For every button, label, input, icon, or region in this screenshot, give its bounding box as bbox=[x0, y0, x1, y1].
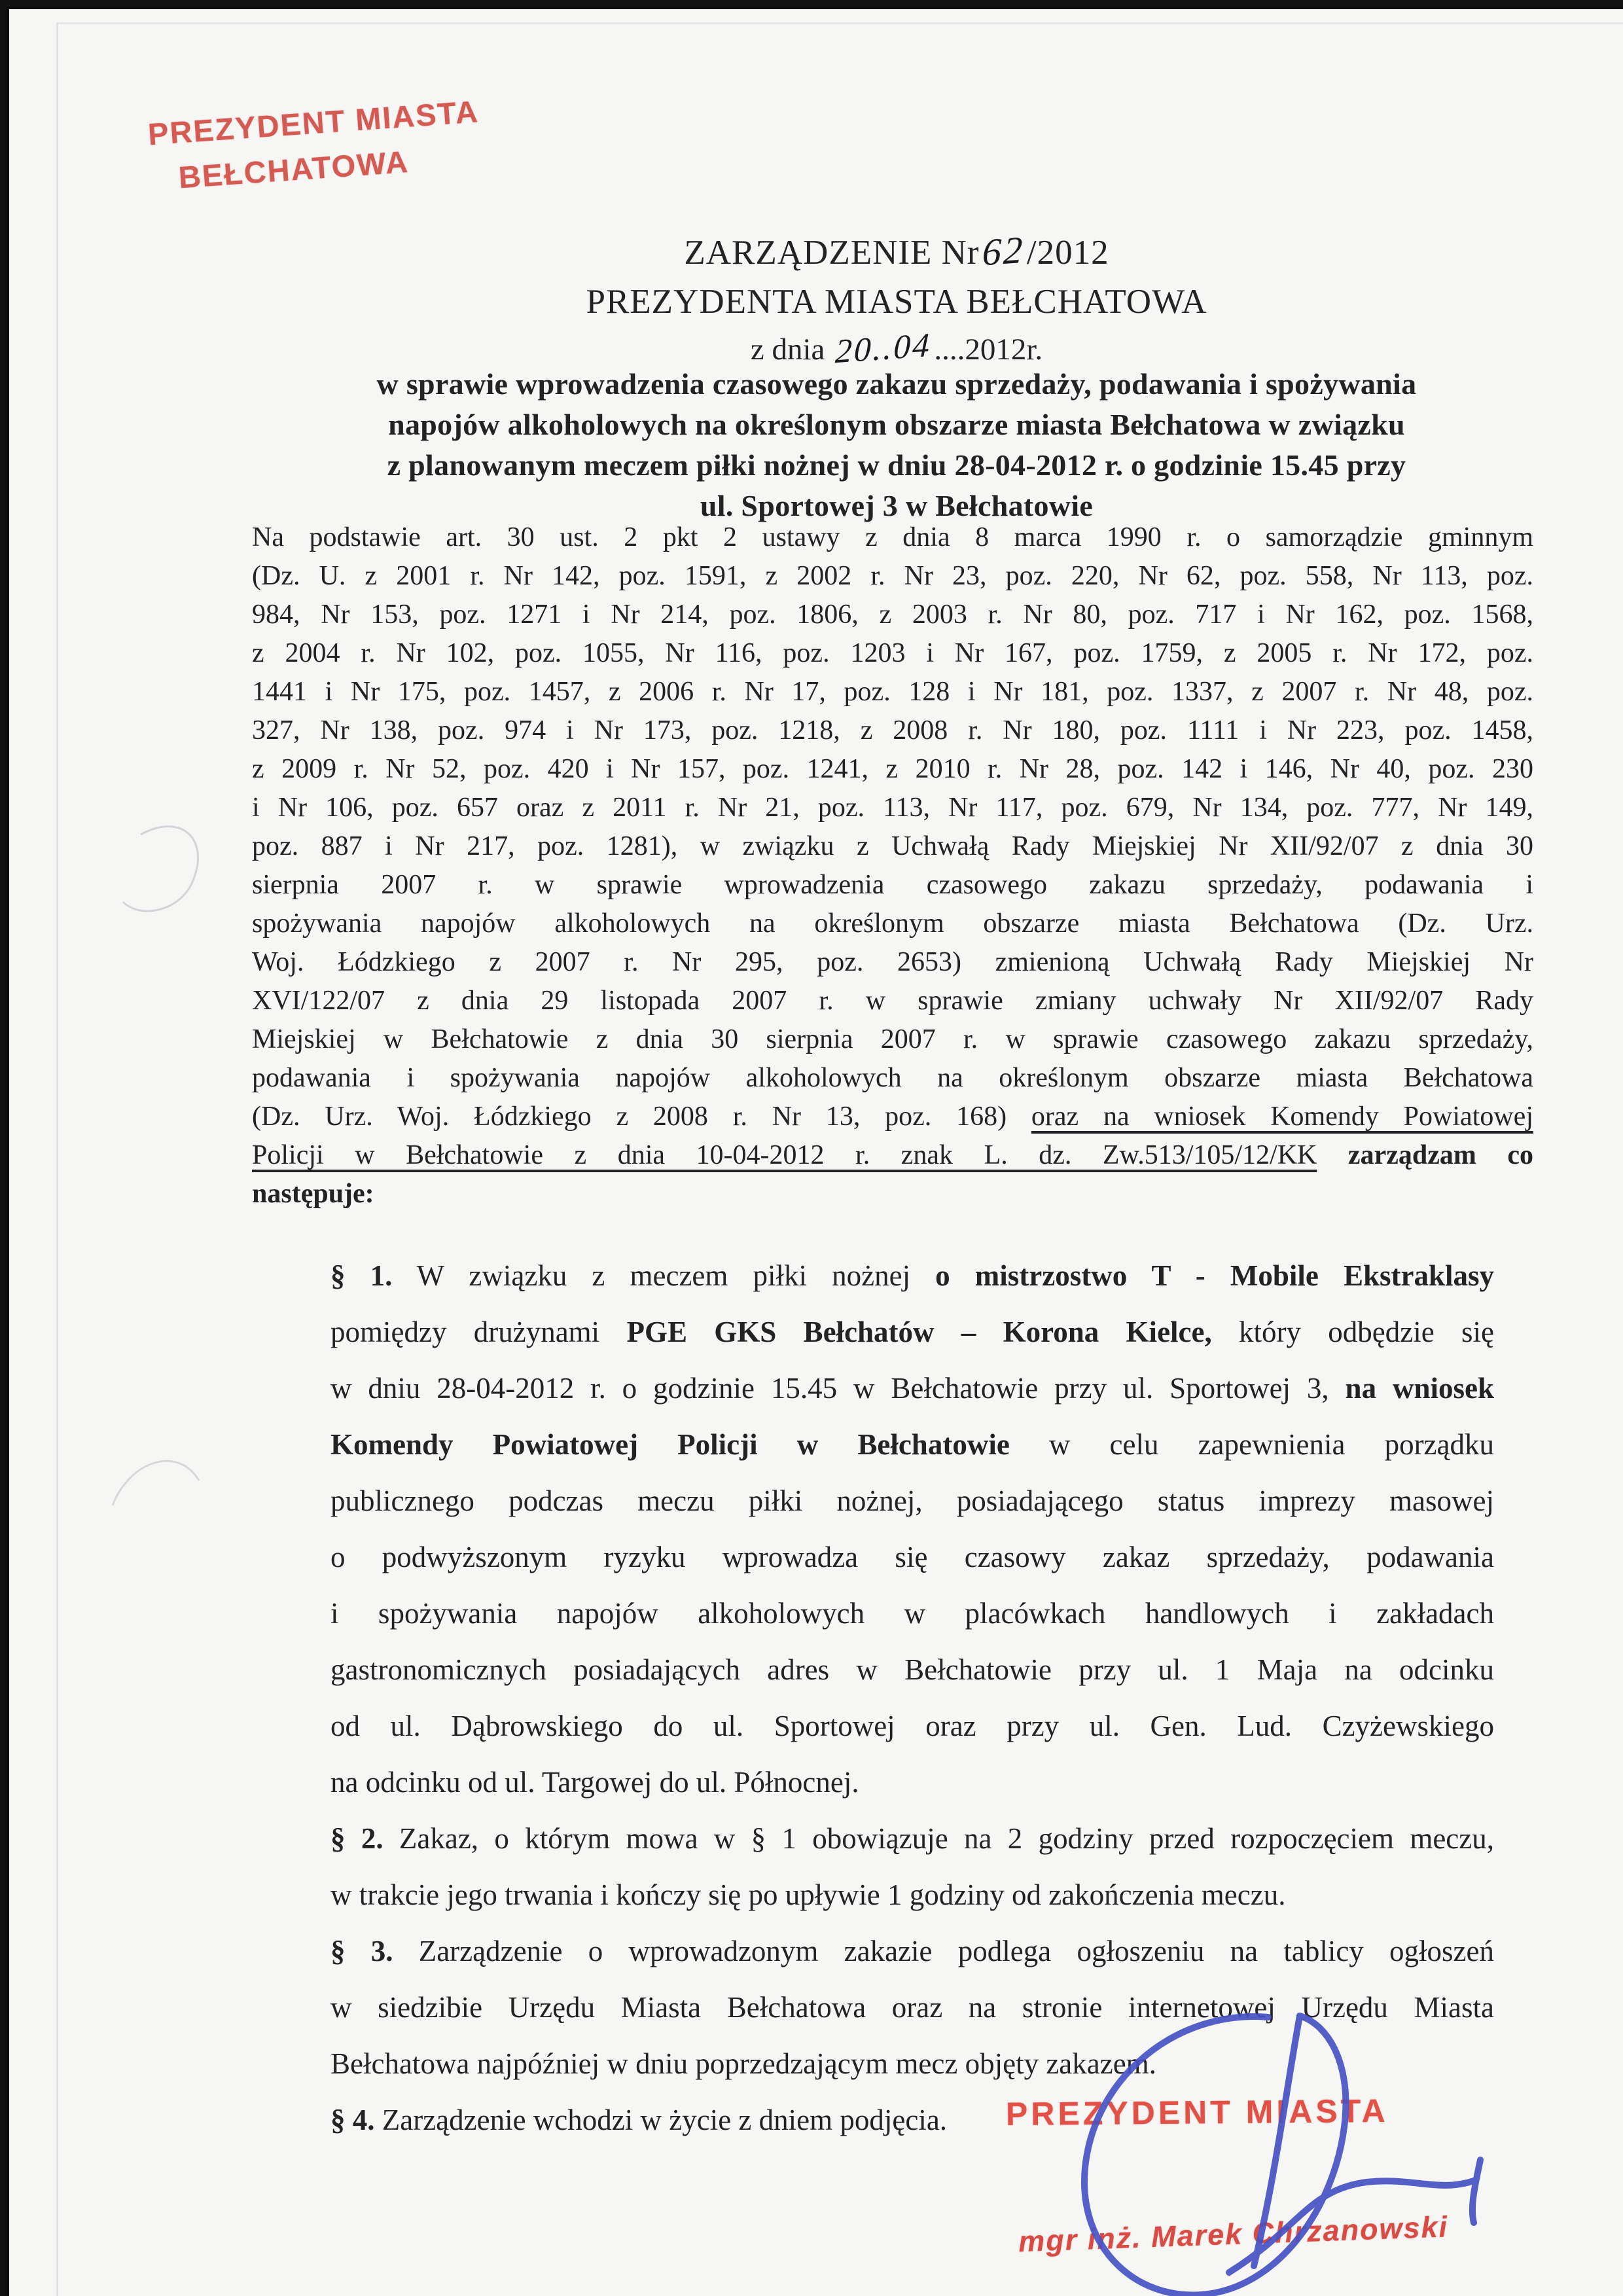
text-line: Bełchatowa najpóźniej w dniu poprzedzającym mecz objęty zakazem. bbox=[330, 2047, 1156, 2080]
text-line: o podwyższonym ryzyku wprowadza się czasowy zakaz sprzedaży, podawania bbox=[330, 1541, 1494, 1573]
paper-edge-vertical bbox=[56, 22, 58, 2296]
text-line: poz. 887 i Nr 217, poz. 1281), w związku z Uchwałą Rady Miejskiej Nr XII/92/07 z dnia 30 bbox=[252, 831, 1533, 861]
text-line: z 2009 r. Nr 52, poz. 420 i Nr 157, poz. 1241, z 2010 r. Nr 28, poz. 142 i 146, Nr 40, poz. 230 bbox=[252, 754, 1533, 784]
subject-block bbox=[275, 364, 1518, 526]
date-prefix: z dnia bbox=[750, 332, 825, 367]
text-line: spożywania napojów alkoholowych na określonym obszarze miasta Bełchatowa (Dz. Urz. bbox=[252, 908, 1533, 939]
text-line: 1441 i Nr 175, poz. 1457, z 2006 r. Nr 17, poz. 128 i Nr 181, poz. 1337, z 2007 r. Nr 48, poz. bbox=[252, 677, 1533, 707]
text-line: następuje: bbox=[252, 1179, 374, 1209]
text-line: Miejskiej w Bełchatowie z dnia 30 sierpnia 2007 r. w sprawie czasowego zakazu sprzedaży, bbox=[252, 1024, 1533, 1054]
text-line: gastronomicznych posiadających adres w Bełchatowie przy ul. 1 Maja na odcinku bbox=[330, 1653, 1494, 1686]
text-line: (Dz. U. z 2001 r. Nr 142, poz. 1591, z 2002 r. Nr 23, poz. 220, Nr 62, poz. 558, Nr 113, poz. bbox=[252, 561, 1533, 591]
text-line: pomiędzy drużynami PGE GKS Bełchatów – Korona Kielce, który odbędzie się bbox=[330, 1316, 1494, 1348]
text-line: Woj. Łódzkiego z 2007 r. Nr 295, poz. 2653) zmienioną Uchwałą Rady Miejskiej Nr bbox=[252, 947, 1533, 977]
subject-line: ul. Sportowej 3 w Bełchatowie bbox=[700, 489, 1094, 522]
text-line: w trakcie jego trwania i kończy się po upływie 1 godziny od zakończenia meczu. bbox=[330, 1878, 1286, 1911]
ordinance-number-suffix: /2012 bbox=[1026, 234, 1109, 272]
text-line: publicznego podczas meczu piłki nożnej, posiadającego status imprezy masowej bbox=[330, 1484, 1494, 1517]
legal-basis-paragraph bbox=[252, 518, 1533, 1213]
signatory-name: mgr inż. Marek Chrzanowski bbox=[1018, 2210, 1449, 2259]
date-suffix: ....2012r. bbox=[934, 332, 1043, 367]
subject-line: w sprawie wprowadzenia czasowego zakazu sprzedaży, podawania i spożywania bbox=[376, 367, 1417, 401]
text-line: sierpnia 2007 r. w sprawie wprowadzenia czasowego zakazu sprzedaży, podawania i bbox=[252, 870, 1533, 900]
text-line: § 3. Zarządzenie o wprowadzonym zakazie podlega ogłoszeniu na tablicy ogłoszeń bbox=[330, 1935, 1494, 1967]
text-line: w siedzibie Urzędu Miasta Bełchatowa oraz na stronie internetowej Urzędu Miasta bbox=[330, 1991, 1494, 2024]
document-title-block bbox=[275, 228, 1518, 371]
handwritten-date: 20..04 bbox=[834, 326, 933, 371]
ordinance-number-line bbox=[275, 229, 1518, 273]
pencil-mark bbox=[113, 1461, 199, 1505]
text-line: § 2. Zakaz, o którym mowa w § 1 obowiązuje na 2 godziny przed rozpoczęciem meczu, bbox=[330, 1822, 1495, 1855]
text-line: § 1. W związku z meczem piłki nożnej o mistrzostwo T - Mobile Ekstraklasy bbox=[330, 1259, 1495, 1292]
stamp-top-line2: BEŁCHATOWA bbox=[177, 143, 410, 195]
paper-edge-horizontal bbox=[56, 22, 1623, 24]
text-line: Komendy Powiatowej Policji w Bełchatowie w celu zapewnienia porządku bbox=[330, 1428, 1494, 1461]
subject-line: napojów alkoholowych na określonym obszarze miasta Bełchatowa w związku bbox=[388, 408, 1405, 441]
stamp-prezydent-miasta-bottom: PREZYDENT MIASTA bbox=[1005, 2092, 1389, 2133]
date-line bbox=[275, 326, 1518, 371]
text-line: i spożywania napojów alkoholowych w placówkach handlowych i zakładach bbox=[330, 1597, 1494, 1630]
text-line: podawania i spożywania napojów alkoholowych na określonym obszarze miasta Bełchatowa bbox=[252, 1063, 1533, 1093]
text-line: i Nr 106, poz. 657 oraz z 2011 r. Nr 21, poz. 113, Nr 117, poz. 679, Nr 134, poz. 777, Nr 149, bbox=[252, 793, 1533, 823]
pencil-mark bbox=[123, 827, 198, 911]
sections-paragraphs bbox=[330, 1247, 1494, 2148]
scanner-edge-left bbox=[0, 0, 9, 2296]
subject-line: z planowanym meczem piłki nożnej w dniu 28-04-2012 r. o godzinie 15.45 przy bbox=[387, 448, 1406, 482]
scanner-edge-top bbox=[0, 0, 1623, 9]
text-line: 327, Nr 138, poz. 974 i Nr 173, poz. 1218, z 2008 r. Nr 180, poz. 1111 i Nr 223, poz. 1458, bbox=[252, 715, 1533, 745]
text-line: z 2004 r. Nr 102, poz. 1055, Nr 116, poz. 1203 i Nr 167, poz. 1759, z 2005 r. Nr 172, poz. bbox=[252, 638, 1533, 668]
text-line: Na podstawie art. 30 ust. 2 pkt 2 ustawy z dnia 8 marca 1990 r. o samorządzie gminnym bbox=[252, 522, 1533, 552]
text-line: XVI/122/07 z dnia 29 listopada 2007 r. w sprawie zmiany uchwały Nr XII/92/07 Rady bbox=[252, 986, 1533, 1016]
stamp-top-line1: PREZYDENT MIASTA bbox=[147, 94, 480, 152]
text-line: od ul. Dąbrowskiego do ul. Sportowej oraz przy ul. Gen. Lud. Czyżewskiego bbox=[330, 1710, 1494, 1742]
text-line: w dniu 28-04-2012 r. o godzinie 15.45 w Bełchatowie przy ul. Sportowej 3, na wniosek bbox=[330, 1372, 1494, 1405]
text-line: 984, Nr 153, poz. 1271 i Nr 214, poz. 1806, z 2003 r. Nr 80, poz. 717 i Nr 162, poz. 1568, bbox=[252, 600, 1533, 630]
ordinance-number-prefix: ZARZĄDZENIE Nr bbox=[684, 234, 980, 272]
text-line: na odcinku od ul. Targowej do ul. Północnej. bbox=[330, 1766, 859, 1799]
stamp-prezydent-miasta-top bbox=[147, 91, 518, 198]
issuer-line: PREZYDENTA MIASTA BEŁCHATOWA bbox=[586, 283, 1207, 321]
text-line: (Dz. Urz. Woj. Łódzkiego z 2008 r. Nr 13, poz. 168) oraz na wniosek Komendy Powiatowej bbox=[252, 1102, 1533, 1132]
handwritten-ordinance-number: 62 bbox=[981, 228, 1025, 274]
text-line: § 4. Zarządzenie wchodzi w życie z dniem podjęcia. bbox=[330, 2104, 948, 2136]
text-line: Policji w Bełchatowie z dnia 10-04-2012 r. znak L. dz. Zw.513/105/12/KK zarządzam co bbox=[252, 1140, 1534, 1170]
